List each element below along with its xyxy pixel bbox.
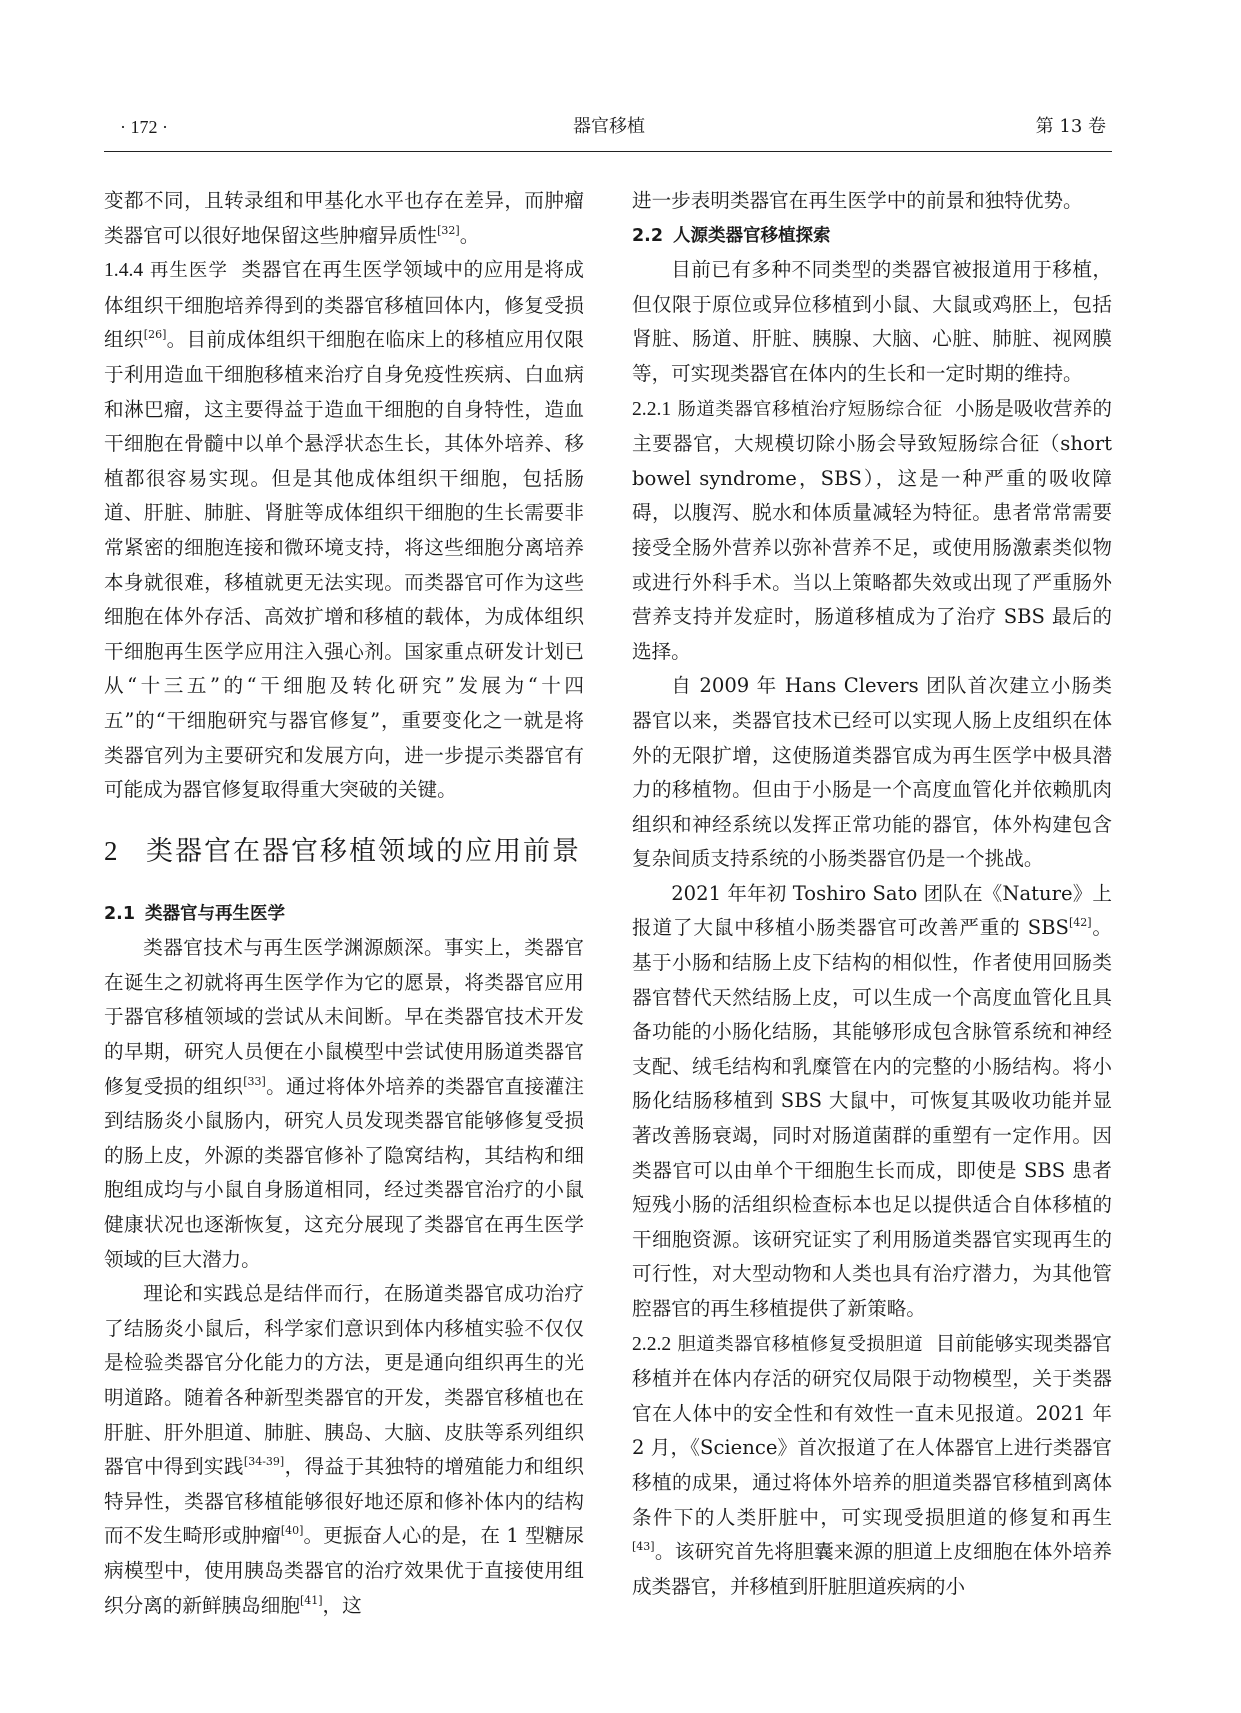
paragraph: 类器官技术与再生医学渊源颇深。事实上，类器官在诞生之初就将再生医学作为它的愿景，将类器官应用于器官移植领域的尝试从未间断。早在类器官技术开发的早期，研究人员便在小鼠模型中尝试使用肠道类器官修复受损的组织[33]。通过将体外培养的类器官直接灌注到结肠炎小鼠肠内，研究人员发现类器官能够修复受损的肠上皮，外源的类器官修补了隐窝结构，其结构和细胞组成均与小鼠自身肠道相同，经过类器官治疗的小鼠健康状况也逐渐恢复，这充分展现了类器官在再生医学领域的巨大潜力。	[104, 936, 585, 1271]
citation[interactable]: [34-39]	[243, 1455, 285, 1469]
volume-label: 第 13 卷	[1035, 116, 1106, 137]
citation[interactable]: [43]	[632, 1540, 655, 1554]
paragraph: 变都不同，且转录组和甲基化水平也存在差异，而肿瘤类器官可以很好地保留这些肿瘤异质性[32]。	[104, 189, 584, 247]
right-column	[632, 184, 1112, 1604]
section-heading-2	[104, 832, 584, 871]
page-number: · 172 ·	[120, 117, 168, 137]
citation[interactable]: [26]	[143, 328, 167, 342]
section-title: 类器官在器官移植领域的应用前景	[146, 835, 581, 867]
citation[interactable]: [33]	[243, 1074, 266, 1088]
journal-title: 器官移植	[573, 116, 645, 137]
citation[interactable]: [42]	[1068, 916, 1092, 930]
subsection-number: 2.2.2	[632, 1333, 672, 1355]
paragraph: 理论和实践总是结伴而行，在肠道类器官成功治疗了结肠炎小鼠后，科学家们意识到体内移植实验不仅仅是检验类器官分化能力的方法，更是通向组织再生的光明道路。随着各种新型类器官的开发，类器官移植也在肝脏、肝外胆道、肺脏、胰岛、大脑、皮肤等系列组织器官中得到实践[34-39]，得益于其独特的增殖能力和组织特异性，类器官移植能够很好地还原和修补体内的结构而不发生畸形或肿瘤[40]。更振奋人心的是，在 1 型糖尿病模型中，使用胰岛类器官的治疗效果优于直接使用组织分离的新鲜胰岛细胞[41]，这	[104, 1282, 585, 1617]
subsection-number: 1.4.4	[104, 260, 144, 282]
paragraph: 2021 年年初 Toshiro Sato 团队在《Nature》上报道了大鼠中移植小肠类器官可改善严重的 SBS[42]。基于小肠和结肠上皮下结构的相似性，作者使用回肠类器官替代天然结肠上皮，可以生成一个高度血管化且具备功能的小肠化结肠，其能够形成包含脉管系统和神经支配、绒毛结构和乳糜管在内的完整的小肠结构。将小肠化结肠移植到 SBS 大鼠中，可恢复其吸收功能并显著改善肠衰竭，同时对肠道菌群的重塑有一定作用。因类器官可以由单个干细胞生长而成，即使是 SBS 患者短残小肠的活组织检查标本也足以提供适合自体移植的干细胞资源。该研究证实了利用肠道类器官实现再生的可行性，对大型动物和人类也具有治疗潜力，为其他管腔器官的再生移植提供了新策略。	[632, 881, 1112, 1320]
citation[interactable]: [32]	[437, 223, 460, 237]
subsection-paragraph-1-4-4: 1.4.4 再生医学 类器官在再生医学领域中的应用是将成体组织干细胞培养得到的类器官移植回体内，修复受损组织[26]。目前成体组织干细胞在临床上的移植应用仅限于利用造血干细胞移植来治疗自身免疫性疾病、白血病和淋巴瘤，这主要得益于造血干细胞的自身特性，造血干细胞在骨髓中以单个悬浮状态生长，其体外培养、移植都很容易实现。但是其他成体组织干细胞，包括肠道、肝脏、肺脏、肾脏等成体组织干细胞的生长需要非常紧密的细胞连接和微环境支持，将这些细胞分离培养本身就很难，移植就更无法实现。而类器官可作为这些细胞在体外存活、高效扩增和移植的载体，为成体组织干细胞再生医学应用注入强心剂。国家重点研发计划已从“十三五”的“干细胞及转化研究”发展为“十四五”的“干细胞研究与器官修复”，重要变化之一就是将类器官列为主要研究和发展方向，进一步提示类器官有可能成为器官修复取得重大突破的关键。	[104, 258, 585, 802]
running-header	[104, 116, 1114, 150]
section-number: 2	[104, 835, 120, 866]
subsection-heading-2-1	[104, 897, 584, 932]
paragraph: 自 2009 年 Hans Clevers 团队首次建立小肠类器官以来，类器官技术已经可以实现人肠上皮组织在体外的无限扩增，这使肠道类器官成为再生医学中极具潜力的移植物。但由于小肠是一个高度血管化并依赖肌肉组织和神经系统以发挥正常功能的器官，体外构建包含复杂间质支持系统的小肠类器官仍是一个挑战。	[632, 674, 1112, 871]
subsection-paragraph-2-2-2: 2.2.2 胆道类器官移植修复受损胆道 目前能够实现类器官移植并在体内存活的研究仅局限于动物模型，关于类器官在人体中的安全性和有效性一直未见报道。2021 年 2 月，《Science》首次报道了在人体器官上进行类器官移植的成果，通过将体外培养的胆道类器官移植到离体条件下的人类肝脏中，可实现受损胆道的修复和再生[43]。该研究首先将胆囊来源的胆道上皮细胞在体外培养成类器官，并移植到肝脏胆道疾病的小	[632, 1331, 1112, 1598]
header-rule	[104, 151, 1112, 152]
subsection-number: 2.2	[632, 225, 664, 246]
subsection-title: 肠道类器官移植治疗短肠综合征	[677, 398, 943, 420]
subsection-paragraph-2-2-1: 2.2.1 肠道类器官移植治疗短肠综合征 小肠是吸收营养的主要器官，大规模切除小肠会导致短肠综合征（short bowel syndrome，SBS），这是一种严重的吸收障碍，以腹泻、脱水和体质量减轻为特征。患者常常需要接受全肠外营养以弥补营养不足，或使用肠激素类似物或进行外科手术。当以上策略都失效或出现了严重肠外营养支持并发症时，肠道移植成为了治疗 SBS 最后的选择。	[632, 396, 1112, 663]
paragraph: 目前已有多种不同类型的类器官被报道用于移植，但仅限于原位或异位移植到小鼠、大鼠或鸡胚上，包括肾脏、肠道、肝脏、胰腺、大脑、心脏、肺脏、视网膜等，可实现类器官在体内的生长和一定时期的维持。	[632, 258, 1112, 385]
subsection-title: 胆道类器官移植修复受损胆道	[677, 1333, 924, 1355]
citation[interactable]: [41]	[299, 1593, 323, 1607]
subsection-title: 再生医学	[150, 260, 228, 282]
subsection-number: 2.1	[104, 903, 136, 924]
paragraph: 进一步表明类器官在再生医学中的前景和独特优势。	[632, 189, 1083, 212]
left-column	[104, 184, 584, 1623]
subsection-title: 人源类器官移植探索	[673, 225, 831, 246]
citation[interactable]: [40]	[280, 1524, 304, 1538]
subsection-heading-2-2	[632, 219, 1112, 254]
subsection-number: 2.2.1	[632, 398, 672, 420]
subsection-title: 类器官与再生医学	[145, 903, 286, 924]
